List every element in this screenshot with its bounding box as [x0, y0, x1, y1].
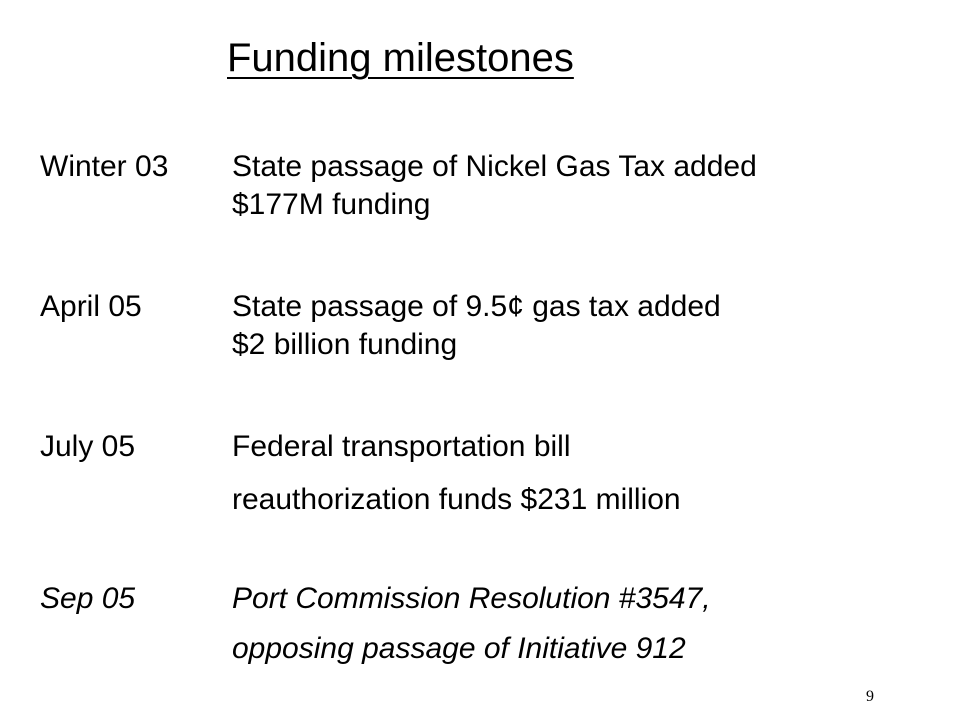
slide-title: Funding milestones	[227, 36, 574, 80]
milestone-description-line-1: Port Commission Resolution #3547,	[232, 582, 711, 615]
milestone-date: April 05	[40, 290, 142, 323]
milestone-date: Sep 05	[40, 582, 136, 615]
milestone-description-line-2: $177M funding	[232, 188, 431, 221]
milestone-description-line-2: opposing passage of Initiative 912	[232, 632, 686, 665]
milestone-description-line-2: reauthorization funds $231 million	[232, 483, 681, 516]
milestone-description-line-1: State passage of Nickel Gas Tax added	[232, 150, 757, 183]
milestone-description-line-2: $2 billion funding	[232, 328, 458, 361]
milestone-description-line-1: Federal transportation bill	[232, 430, 571, 463]
milestone-date: July 05	[40, 430, 136, 463]
milestone-description-line-1: State passage of 9.5¢ gas tax added	[232, 290, 721, 323]
page-number: 9	[866, 688, 874, 705]
milestone-date: Winter 03	[40, 150, 169, 183]
